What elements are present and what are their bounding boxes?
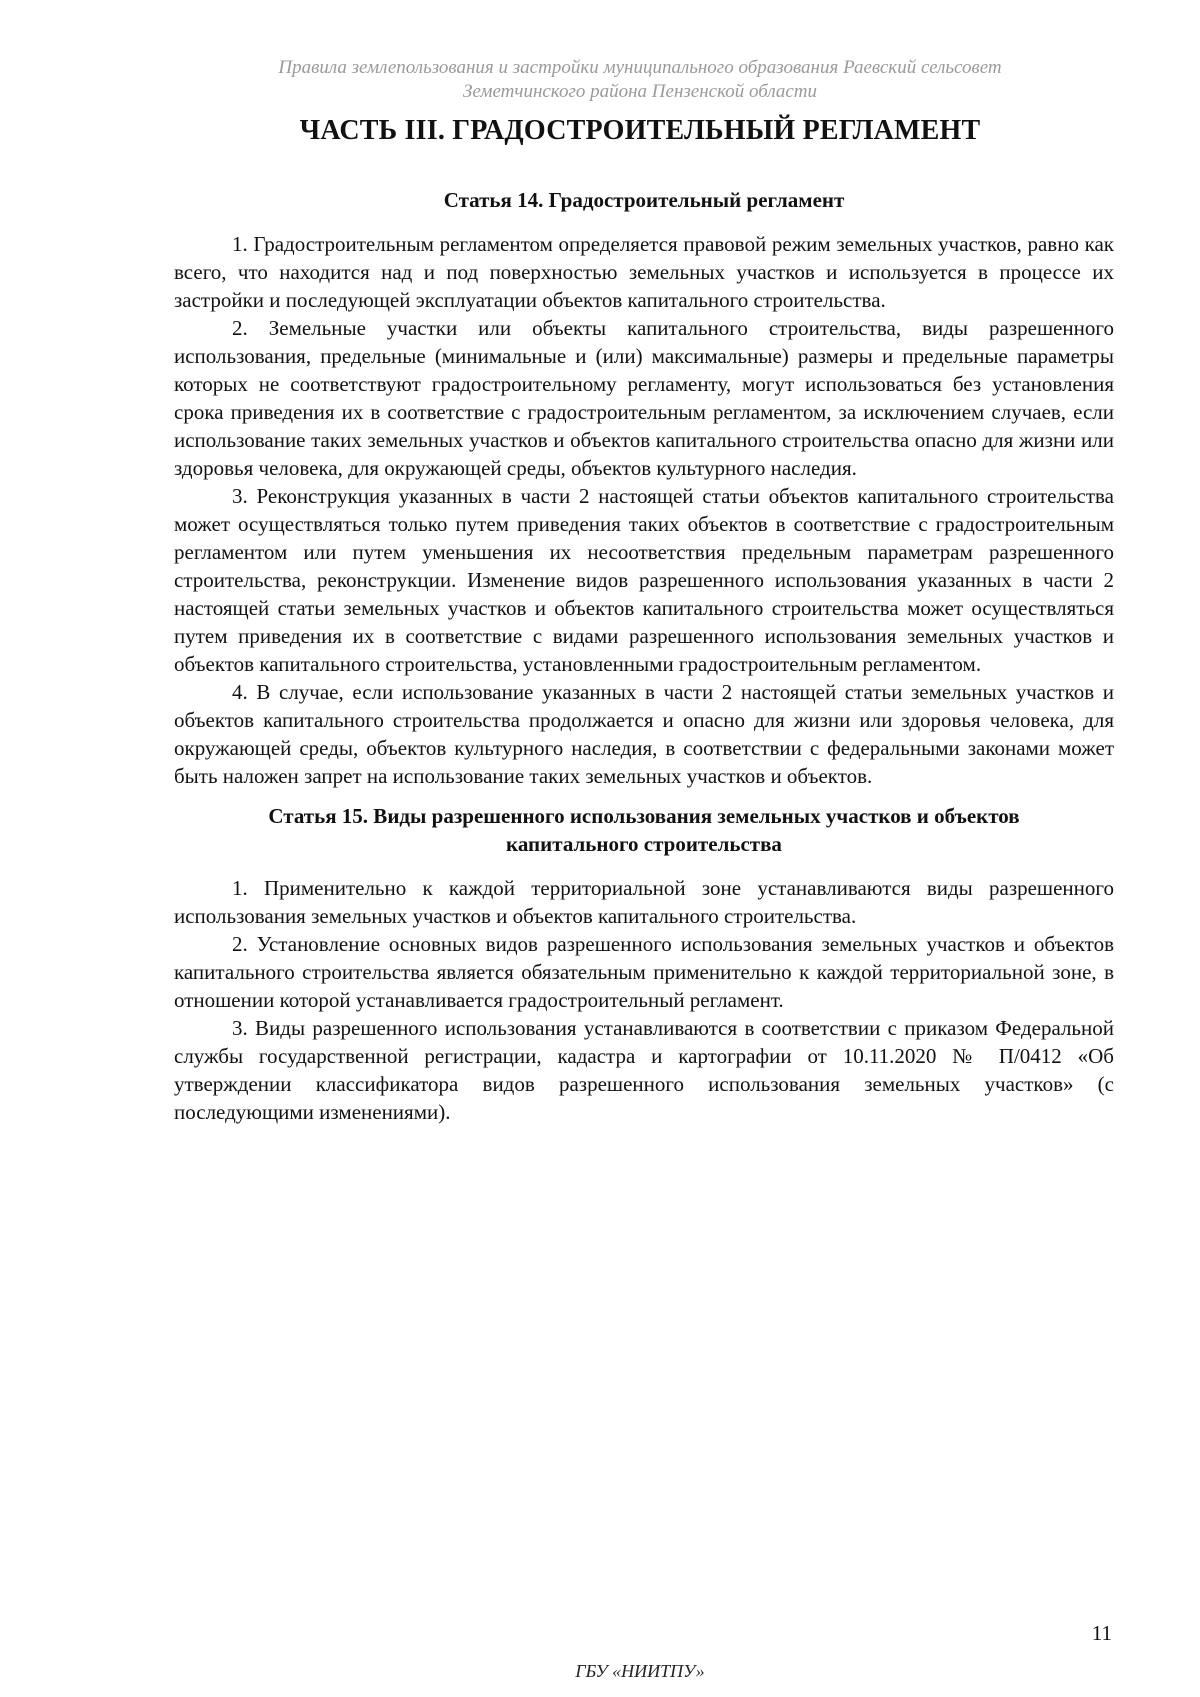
article-15-title-line-2: капитального строительства bbox=[506, 832, 782, 856]
page-number: 11 bbox=[1091, 1621, 1112, 1645]
running-header-line-1: Правила землепользования и застройки муниципального образования Раевский сельсовет bbox=[278, 57, 1002, 78]
article-15-title-line-1: Статья 15. Виды разрешенного использования земельных участков и объектов bbox=[268, 804, 1020, 828]
article-14-paragraph-4: 4. В случае, если использование указанных в части 2 настоящей статьи земельных участков и объектов капитального строительства продолжается и опасно для жизни или здоровья человека, для окружающей среды, объектов культурного наследия, в соответствии с федеральными законами может быть наложен запрет на использование таких земельных участков и объектов. bbox=[174, 680, 1114, 788]
running-header-line-2: Земетчинского района Пензенской области bbox=[462, 81, 818, 102]
article-14-paragraph-2: 2. Земельные участки или объекты капитального строительства, виды разрешенного использования, предельные (минимальные и (или) максимальные) размеры и предельные параметры которых не соответствуют градостроительному регламенту, могут использоваться без установления срока приведения их в соответствие с градостроительным регламентом, за исключением случаев, если использование таких земельных участков и объектов капитального строительства опасно для жизни или здоровья человека, для окружающей среды, объектов культурного наследия. bbox=[174, 316, 1114, 480]
article-14-title: Статья 14. Градостроительный регламент bbox=[443, 188, 845, 212]
article-14-paragraph-3: 3. Реконструкция указанных в части 2 настоящей статьи объектов капитального строительства может осуществляться только путем приведения таких объектов в соответствие с градостроительным регламентом или путем уменьшения их несоответствия предельным параметрам разрешенного строительства, реконструкции. Изменение видов разрешенного использования указанных в части 2 настоящей статьи земельных участков и объектов капитального строительства может осуществляться путем приведения их в соответствие с видами разрешенного использования земельных участков и объектов капитального строительства, установленными градостроительным регламентом. bbox=[174, 484, 1114, 676]
running-header bbox=[170, 56, 1110, 104]
article-15-paragraph-1: 1. Применительно к каждой территориальной зоне устанавливаются виды разрешенного использования земельных участков и объектов капитального строительства. bbox=[174, 876, 1114, 928]
article-14-paragraph-1: 1. Градостроительным регламентом определяется правовой режим земельных участков, равно как всего, что находится над и под поверхностью земельных участков и используется в процессе их застройки и последующей эксплуатации объектов капитального строительства. bbox=[174, 232, 1114, 312]
article-15-title bbox=[174, 802, 1114, 858]
document-body bbox=[174, 186, 1114, 1126]
part-title: ЧАСТЬ III. ГРАДОСТРОИТЕЛЬНЫЙ РЕГЛАМЕНТ bbox=[299, 115, 981, 146]
article-15-paragraph-2: 2. Установление основных видов разрешенного использования земельных участков и объектов капитального строительства является обязательным применительно к каждой территориальной зоне, в отношении которой устанавливается градостроительный регламент. bbox=[174, 932, 1114, 1012]
running-footer: ГБУ «НИИТПУ» bbox=[575, 1661, 705, 1681]
article-15-paragraph-3: 3. Виды разрешенного использования устанавливаются в соответствии с приказом Федеральной службы государственной регистрации, кадастра и картографии от 10.11.2020 № П/0412 «Об утверждении классификатора видов разрешенного использования земельных участков» (с последующими изменениями). bbox=[174, 1016, 1114, 1124]
